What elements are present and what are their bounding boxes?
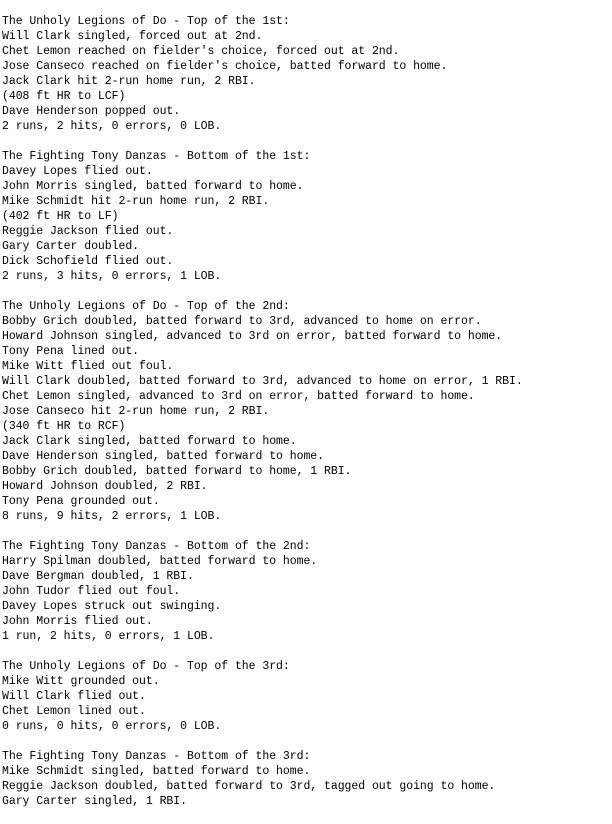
play-line: Will Clark singled, forced out at 2nd. <box>2 30 263 43</box>
inning-header: The Unholy Legions of Do - Top of the 2nd: <box>2 300 290 313</box>
play-line: Mike Schmidt hit 2-run home run, 2 RBI. <box>2 195 270 208</box>
play-line: Bobby Grich doubled, batted forward to 3rd, advanced to home on error. <box>2 315 482 328</box>
inning-header: The Unholy Legions of Do - Top of the 1st: <box>2 15 290 28</box>
inning-summary: 2 runs, 2 hits, 0 errors, 0 LOB. <box>2 120 222 133</box>
inning-block <box>2 659 608 734</box>
play-line: Davey Lopes struck out swinging. <box>2 600 222 613</box>
play-line: Tony Pena lined out. <box>2 345 140 358</box>
inning-header: The Fighting Tony Danzas - Bottom of the 1st: <box>2 150 311 163</box>
play-line: Will Clark doubled, batted forward to 3rd, advanced to home on error, 1 RBI. <box>2 375 523 388</box>
play-line: Jose Canseco hit 2-run home run, 2 RBI. <box>2 405 270 418</box>
play-line: Gary Carter singled, 1 RBI. <box>2 795 187 808</box>
play-line: Mike Witt flied out foul. <box>2 360 174 373</box>
play-line: Dave Bergman doubled, 1 RBI. <box>2 570 194 583</box>
inning-header: The Fighting Tony Danzas - Bottom of the 3rd: <box>2 750 311 763</box>
play-line: (402 ft HR to LF) <box>2 210 119 223</box>
inning-summary: 1 run, 2 hits, 0 errors, 1 LOB. <box>2 630 215 643</box>
play-line: Reggie Jackson flied out. <box>2 225 174 238</box>
play-line: Harry Spilman doubled, batted forward to home. <box>2 555 318 568</box>
play-line: Mike Witt grounded out. <box>2 675 160 688</box>
inning-block <box>2 14 608 134</box>
play-line: Jose Canseco reached on fielder's choice, batted forward to home. <box>2 60 448 73</box>
play-line: Bobby Grich doubled, batted forward to home, 1 RBI. <box>2 465 352 478</box>
inning-summary: 0 runs, 0 hits, 0 errors, 0 LOB. <box>2 720 222 733</box>
play-line: Howard Johnson doubled, 2 RBI. <box>2 480 208 493</box>
play-line: Chet Lemon singled, advanced to 3rd on error, batted forward to home. <box>2 390 475 403</box>
play-line: Chet Lemon lined out. <box>2 705 146 718</box>
play-line: Howard Johnson singled, advanced to 3rd on error, batted forward to home. <box>2 330 503 343</box>
play-line: (408 ft HR to LCF) <box>2 90 126 103</box>
inning-block <box>2 539 608 644</box>
play-line: Jack Clark hit 2-run home run, 2 RBI. <box>2 75 256 88</box>
inning-block <box>2 149 608 284</box>
play-line: Mike Schmidt singled, batted forward to home. <box>2 765 311 778</box>
play-line: Dave Henderson popped out. <box>2 105 181 118</box>
play-line: Reggie Jackson doubled, batted forward to 3rd, tagged out going to home. <box>2 780 496 793</box>
play-by-play-log <box>2 14 608 824</box>
play-line: Chet Lemon reached on fielder's choice, forced out at 2nd. <box>2 45 400 58</box>
play-line: John Morris singled, batted forward to home. <box>2 180 304 193</box>
play-line: (340 ft HR to RCF) <box>2 420 126 433</box>
play-line: Jack Clark singled, batted forward to home. <box>2 435 297 448</box>
play-line: Davey Lopes flied out. <box>2 165 153 178</box>
inning-header: The Unholy Legions of Do - Top of the 3rd: <box>2 660 290 673</box>
inning-summary: 2 runs, 3 hits, 0 errors, 1 LOB. <box>2 270 222 283</box>
play-line: Will Clark flied out. <box>2 690 146 703</box>
inning-header: The Fighting Tony Danzas - Bottom of the 2nd: <box>2 540 311 553</box>
inning-summary: 8 runs, 9 hits, 2 errors, 1 LOB. <box>2 510 222 523</box>
inning-block <box>2 299 608 524</box>
play-line: John Tudor flied out foul. <box>2 585 181 598</box>
play-line: Dick Schofield flied out. <box>2 255 174 268</box>
play-line: John Morris flied out. <box>2 615 153 628</box>
play-line: Dave Henderson singled, batted forward to home. <box>2 450 325 463</box>
inning-block <box>2 749 608 809</box>
play-line: Gary Carter doubled. <box>2 240 140 253</box>
play-line: Tony Pena grounded out. <box>2 495 160 508</box>
